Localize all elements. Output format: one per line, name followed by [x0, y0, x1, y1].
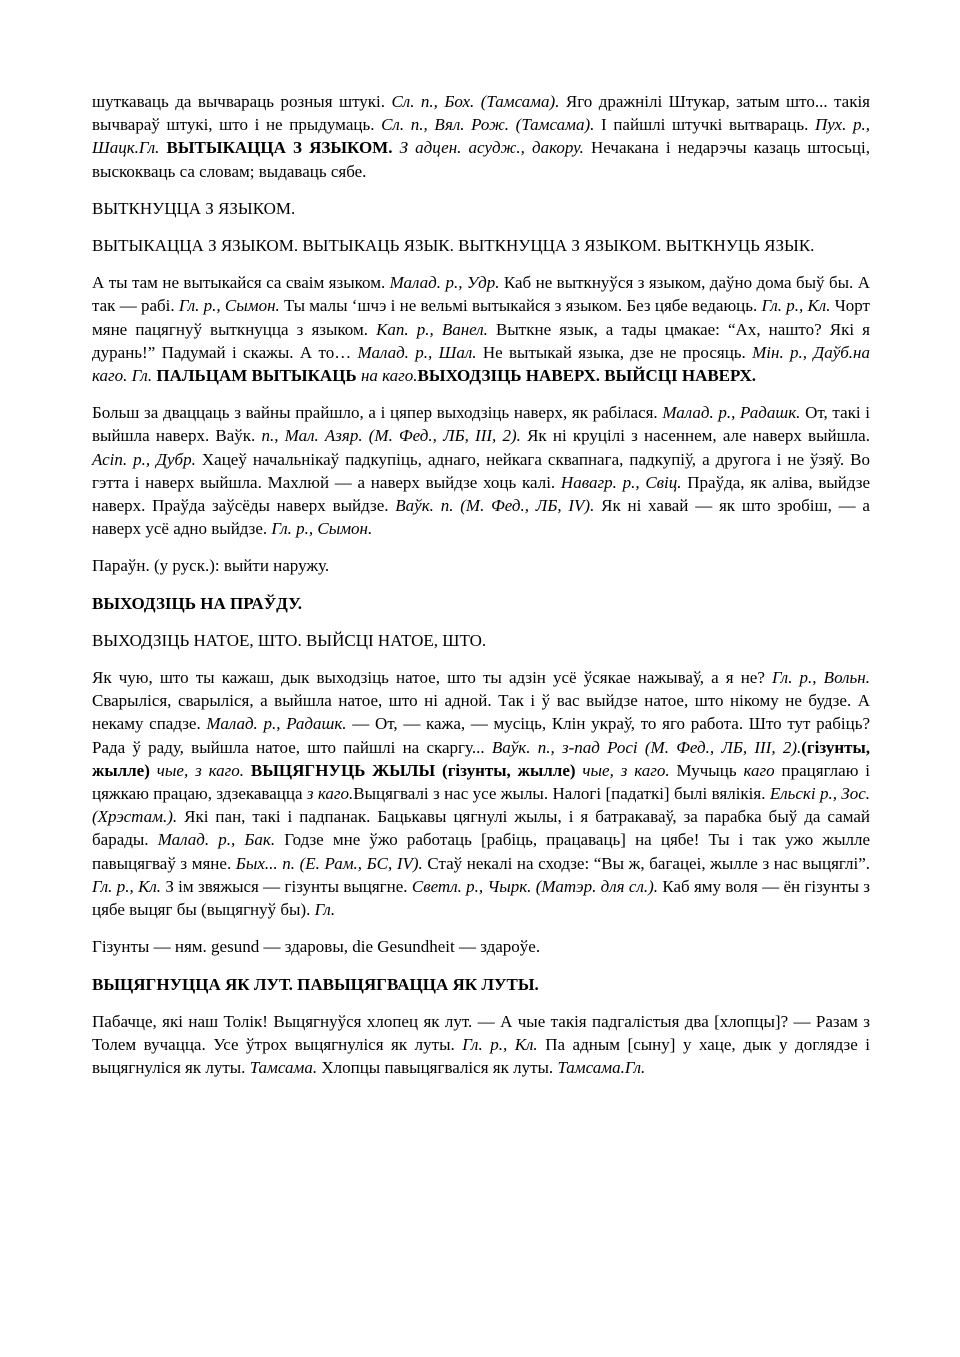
run-text: А ты там не вытыкайся са сваім языком. — [92, 273, 390, 293]
run-citation: Гл. — [314, 900, 336, 920]
run-citation: Тамсама.Гл. — [557, 1058, 646, 1078]
paragraph-headword — [92, 592, 870, 615]
run-citation: Ельскі р., Зос. (Хрэстам.). — [92, 784, 871, 827]
run-citation: Ваўк. п., з-пад Росі (М. Фед., ЛБ, ІІІ, 2). — [491, 737, 802, 757]
run-citation: Бых... п. (Е. Рам., БС, IV). — [235, 853, 423, 873]
run-text: Праўда, як аліва, выйдзе наверх. Праўда заўсёды наверх выйдзе. — [92, 472, 871, 516]
run-headword: ВЫХОДЗІЦЬ НАВЕРХ. ВЫЙСЦІ НАВЕРХ. — [417, 366, 757, 386]
run-citation: Тамсама. — [249, 1058, 318, 1078]
run-citation: Гл. р., Сымон. — [178, 296, 280, 316]
paragraph-variant-forms — [92, 629, 870, 652]
paragraph-examples — [92, 666, 870, 921]
run-citation: Малад. р., Радашк. — [662, 403, 801, 423]
run-text: Як ні хавай — як што зробіш, — а наверх усё адно выйдзе. — [92, 496, 870, 539]
run-text: Нечакана і недарэчы казаць штосьці, выскокваць са словам; выдаваць сябе. — [92, 138, 870, 181]
run-variant: ВЫХОДЗІЦЬ НАТОЕ, ШТО. ВЫЙСЦІ НАТОЕ, ШТО. — [92, 630, 487, 650]
run-citation: Асіп. р., Дубр. — [92, 449, 196, 469]
run-usage-note: чые, з каго. — [149, 760, 251, 780]
paragraph-examples — [92, 271, 870, 387]
run-citation: Гл. р., Кл. — [761, 296, 831, 316]
run-headword: ВЫЦЯГНУЦЬ ЖЫЛЫ (гізунты, жылле) — [250, 760, 576, 780]
run-text: Мучыць — [669, 760, 744, 780]
run-usage-note: З адцен. асудж., дакору. — [399, 138, 584, 158]
run-text: Хлопцы павыцягваліся як луты. — [317, 1058, 558, 1078]
run-text: Па адным [сыну] у хаце, дык у доглядзе і выцягнуліся як луты. — [92, 1034, 870, 1078]
run-citation: Малад. р., Бак. — [157, 830, 276, 850]
run-usage-note: каго — [743, 760, 775, 780]
run-citation: Гл. р., Вольн. — [772, 668, 870, 688]
run-citation: Пух. р., Шацк.Гл. — [92, 115, 870, 158]
run-text: Які пан, такі і падпанак. Бацькавы цягнулі жылы, і я батракаваў, за парабка быў да самай барады. — [92, 807, 870, 850]
run-text: Сварыліся, сварыліся, а выйшла натое, што ні адной. Так і ў вас выйдзе натое, што нікому не будзе. А некаму спадзе. — [92, 691, 870, 734]
run-text: Гізунты — ням. gesund — здаровы, die Gesundheit — здароўе. — [92, 937, 541, 957]
run-text: Параўн. (у руск.): выйти наружу. — [92, 556, 330, 576]
run-text: З ім звяжыся — гізунты выцягне. — [161, 876, 412, 896]
run-headword: ВЫТЫКАЦЦА З ЯЗЫКОМ. — [159, 138, 400, 158]
run-text: Хацеў начальнікаў падкупіць, аднаго, нейкага сквапнага, падкупіў, а другога і не ўзяў. Во гэтта і наверх выйшла. Махлюй — а наверх выйдзе хоць калі. — [92, 449, 870, 492]
run-citation: Малад. р., Радашк. — [206, 714, 347, 734]
run-citation: п., Мал. Азяр. (М. Фед., ЛБ, ІІІ, 2). — [261, 426, 521, 446]
run-citation: Гл. р., Кл. — [92, 876, 162, 896]
run-text: Выткне язык, а тады цмакае: “Ах, нашто? Які я дурань!” Падумай і скажы. А то… — [92, 319, 870, 362]
paragraph-examples — [92, 1010, 870, 1080]
run-headword: (гізунты, жылле) — [92, 737, 871, 780]
run-text: Чорт мяне пацягнуў выткнуцца з языком. — [92, 296, 870, 339]
run-text: Годзе мне ўжо работаць [рабіць, працаваць] на цябе! Ты і так ужо жылле павыцягваў з мяне. — [92, 830, 871, 873]
run-citation: Кап. р., Ванел. — [376, 319, 488, 339]
run-text: Як ні круцілі з насеннем, але наверх выйшла. — [520, 426, 870, 446]
run-text: І пайшлі штучкі вытвараць. — [594, 115, 815, 135]
paragraph-entry-continuation — [92, 90, 870, 183]
paragraph-headword — [92, 973, 870, 996]
run-usage-note: чые, з каго. — [575, 760, 670, 780]
paragraph-examples — [92, 401, 870, 540]
run-text: Каб яму воля — ён гізунты з цябе выцяг бы (выцягнуў бы). — [92, 876, 870, 920]
run-text: працяглаю і цяжкаю працаю, здзекавацца — [92, 760, 871, 804]
paragraph-comparison-note — [92, 554, 870, 577]
run-headword: ВЫХОДЗІЦЬ НА ПРАЎДУ. — [92, 593, 303, 613]
run-citation: Навагр. р., Свіц. — [560, 472, 682, 492]
run-citation: Светл. р., Чырк. (Матэр. для сл.). — [411, 876, 659, 896]
run-text: Каб не выткнуўся з языком, даўно дома быў бы. А так — рабі. — [92, 273, 870, 316]
run-text: Выцягвалі з нас усе жылы. Налогі [падаткі] былі вялікія. — [353, 784, 770, 804]
run-text: шуткаваць да вычвараць розныя штукі. — [92, 92, 392, 111]
run-headword: ВЫЦЯГНУЦЦА ЯК ЛУТ. ПАВЫЦЯГВАЦЦА ЯК ЛУТЫ. — [92, 974, 539, 994]
run-headword: ПАЛЬЦАМ ВЫТЫКАЦЬ — [152, 366, 361, 386]
run-citation: Сл. п., Бох. (Тамсама). — [391, 92, 560, 111]
run-text: — От, — кажа, — мусіць, Клін украў, то яго работа. Што тут рабіць? Рада ў раду, выйшла натое, што пайшлі на скаргу... — [92, 714, 870, 757]
paragraph-etymology-note — [92, 935, 870, 958]
run-citation: Малад. р., Шал. — [357, 342, 477, 362]
run-text: Стаў некалі на сходзе: “Вы ж, багацеі, жылле з нас выцяглі”. — [422, 853, 871, 873]
run-usage-note: з каго. — [306, 784, 354, 804]
run-citation: Малад. р., Удр. — [389, 273, 500, 293]
run-citation: Гл. р., Кл. — [462, 1034, 538, 1054]
paragraph-variant-form — [92, 197, 870, 220]
run-variant: ВЫТКНУЦЦА З ЯЗЫКОМ. — [92, 198, 296, 218]
run-text: Пабачце, які наш Толік! Выцягнуўся хлопец як лут. — А чые такія падгалістыя два [хлопцы]? — Разам з Толем вучацца. Усе ўтрох выцягнуліся як луты. — [92, 1011, 870, 1054]
run-text: Яго дражнілі Штукар, затым што... такія вычвараў штукі, што і не прыдумаць. — [92, 92, 871, 135]
run-text: Як чую, што ты кажаш, дык выходзіць натое, што ты адзін усё ўсякае нажываў, а я не? — [92, 668, 773, 688]
run-text: Не вытыкай языка, дзе не просяць. — [476, 342, 753, 362]
run-citation: Гл. р., Сымон. — [271, 519, 373, 539]
run-text: Ты малы ‘шчэ і не вельмі вытыкайся з языком. Без цябе ведаюць. — [279, 296, 762, 316]
run-citation: Сл. п., Вял. Рож. (Тамсама). — [381, 115, 595, 135]
run-text: От, такі і выйшла наверх. Ваўк. — [92, 403, 870, 446]
run-citation: Ваўк. п. (М. Фед., ЛБ, IV). — [395, 496, 595, 516]
run-citation: Мін. р., Даўб.на каго. Гл. — [92, 342, 870, 386]
paragraph-variant-forms — [92, 234, 870, 257]
run-text: Больш за дваццаць з вайны прайшло, а і цяпер выходзіць наверх, як рабілася. — [92, 403, 663, 423]
run-usage-note: на каго. — [360, 366, 418, 386]
run-variant: ВЫТЫКАЦЦА З ЯЗЫКОМ. ВЫТЫКАЦЬ ЯЗЫК. ВЫТКНУЦЦА З ЯЗЫКОМ. ВЫТКНУЦЬ ЯЗЫК. — [92, 236, 815, 256]
